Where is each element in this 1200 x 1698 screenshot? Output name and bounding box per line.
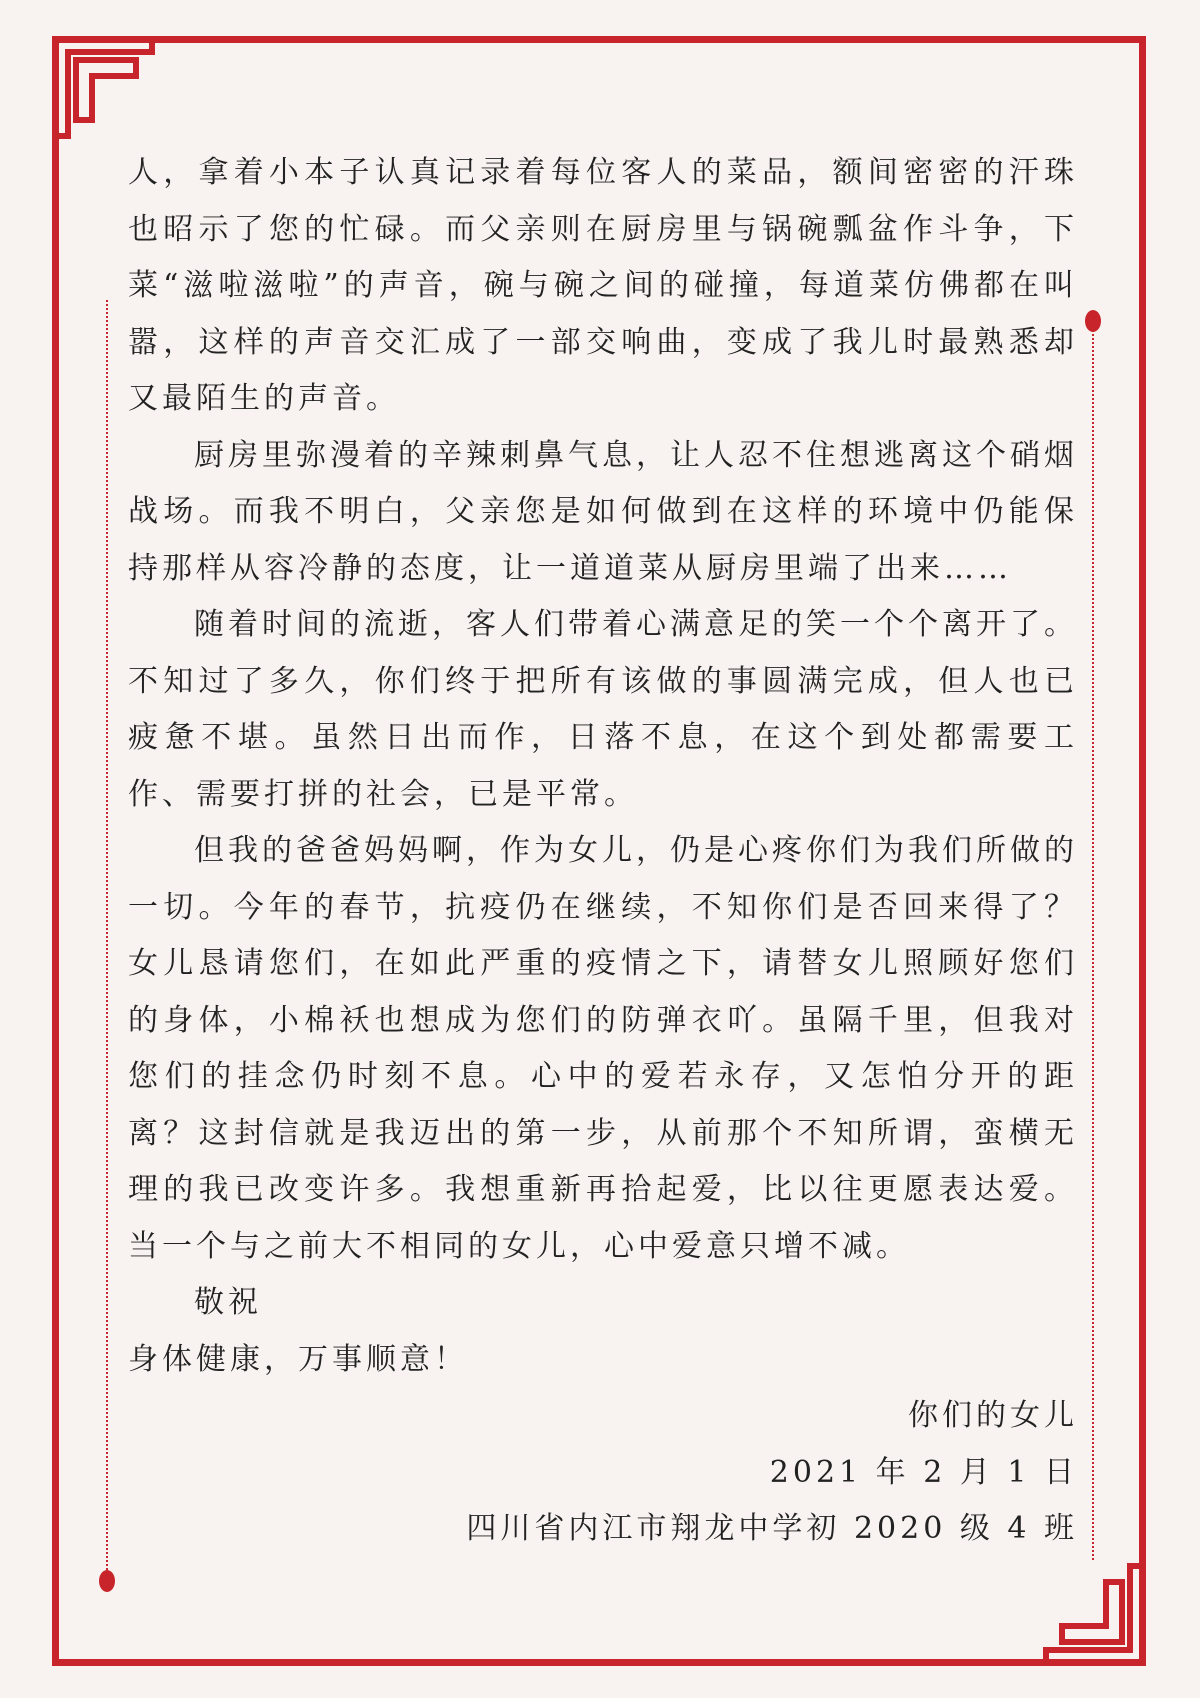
paragraph-3: 随着时间的流逝，客人们带着心满意足的笑一个个离开了。不知过了多久，你们终于把所有该做的事圆满完成，但人也已疲惫不堪。虽然日出而作，日落不息，在这个到处都需要工作、需要打拼的社会，已是平常。 <box>128 607 1078 812</box>
right-dotted-line <box>1092 330 1094 1560</box>
right-dot-ornament <box>1085 310 1101 332</box>
frame-corner-ornament-top-left <box>52 36 172 156</box>
left-dotted-line <box>106 300 108 1570</box>
letter-body <box>128 145 1078 1558</box>
school-class: 四川省内江市翔龙中学初 2020 级 4 班 <box>466 1511 1078 1546</box>
paragraph-4: 但我的爸爸妈妈啊，作为女儿，仍是心疼你们为我们所做的一切。今年的春节，抗疫仍在继续，不知你们是否回来得了？女儿恳请您们，在如此严重的疫情之下，请替女儿照顾好您们的身体，小棉袄也想成为您们的防弹衣吖。虽隔千里，但我对您们的挂念仍时刻不息。心中的爱若永存，又怎怕分开的距离？这封信就是我迈出的第一步，从前那个不知所谓，蛮横无理的我已改变许多。我想重新再拾起爱，比以往更愿表达爱。当一个与之前大不相同的女儿，心中爱意只增不减。 <box>128 833 1078 1264</box>
signature: 你们的女儿 <box>908 1398 1078 1433</box>
paragraph-1: 人，拿着小本子认真记录着每位客人的菜品，额间密密的汗珠也昭示了您的忙碌。而父亲则在厨房里与锅碗瓢盆作斗争，下菜“滋啦滋啦”的声音，碗与碗之间的碰撞，每道菜仿佛都在叫嚣，这样的声音交汇成了一部交响曲，变成了我儿时最熟悉却又最陌生的声音。 <box>128 155 1078 416</box>
left-dot-ornament <box>99 1570 115 1592</box>
closing-salutation: 敬祝 <box>194 1285 262 1320</box>
closing-wish: 身体健康，万事顺意！ <box>128 1341 468 1377</box>
letter-date: 2021 年 2 月 1 日 <box>769 1454 1078 1490</box>
paragraph-2: 厨房里弥漫着的辛辣刺鼻气息，让人忍不住想逃离这个硝烟战场。而我不明白，父亲您是如何做到在这样的环境中仍能保持那样从容冷静的态度，让一道道菜从厨房里端了出来…… <box>128 437 1078 586</box>
frame-corner-ornament-bottom-right <box>1026 1546 1146 1666</box>
